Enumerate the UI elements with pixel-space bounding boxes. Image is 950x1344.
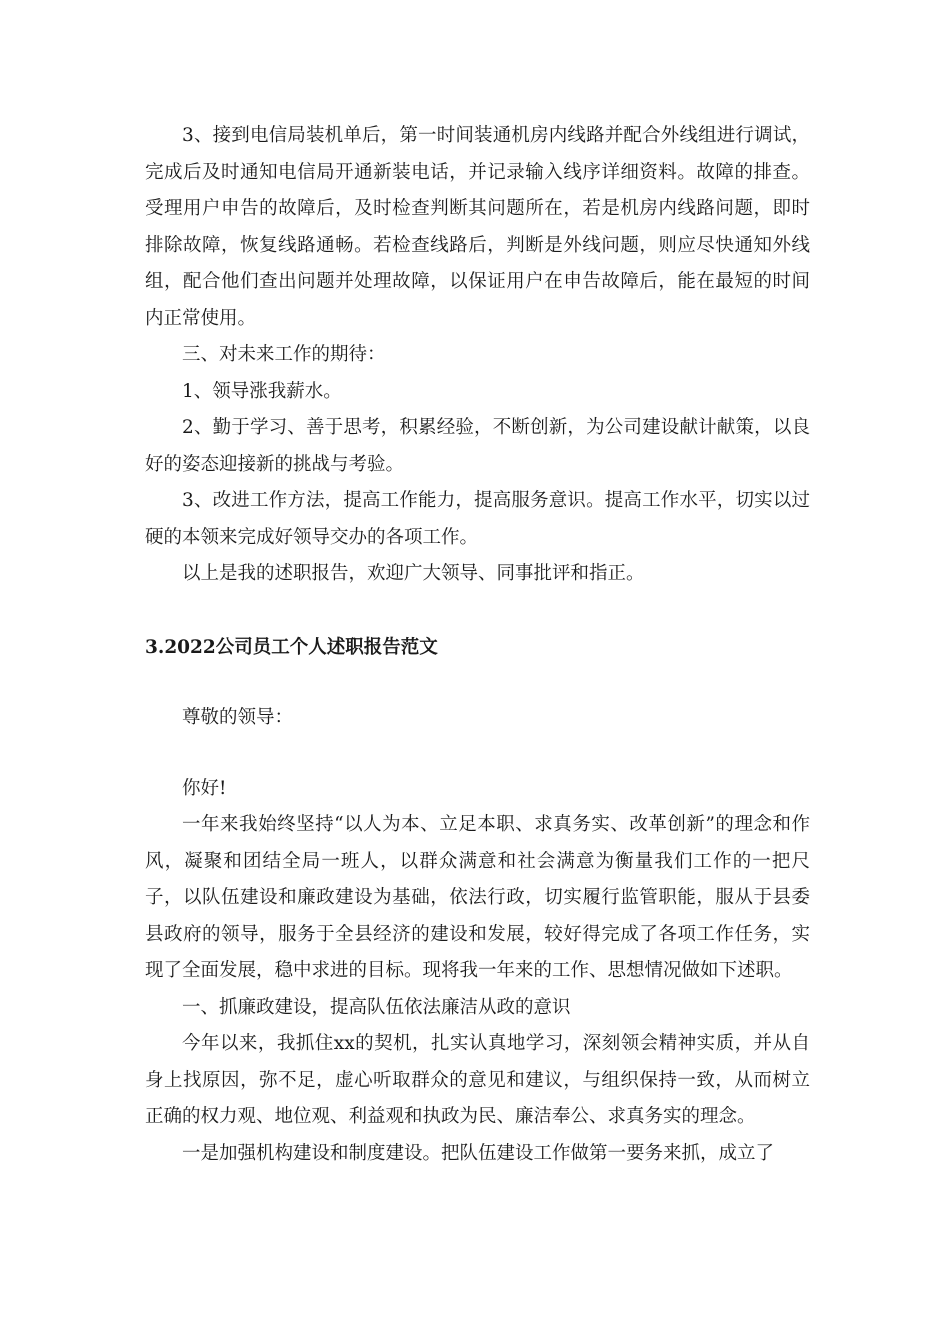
paragraph: 一年来我始终坚持“以人为本、立足本职、求真务实、改革创新”的理念和作风，凝聚和团结全局一班人，以群众满意和社会满意为衡量我们工作的一把尺子，以队伍建设和廉政建设为基础，依法行政，切实履行监管职能，服从于县委县政府的领导，服务于全县经济的建设和发展，较好得完成了各项工作任务，实现了全面发展，稳中求进的目标。现将我一年来的工作、思想情况做如下述职。 bbox=[145, 814, 810, 981]
paragraph: 一是加强机构建设和制度建设。把队伍建设工作做第一要务来抓，成立了 bbox=[182, 1142, 775, 1164]
paragraph: 3、改进工作方法，提高工作能力，提高服务意识。提高工作水平，切实以过硬的本领来完成好领导交办的各项工作。 bbox=[145, 490, 810, 548]
section-title: 3.2022公司员工个人述职报告范文 bbox=[145, 636, 438, 658]
paragraph: 3、接到电信局装机单后，第一时间装通机房内线路并配合外线组进行调试，完成后及时通知电信局开通新装电话，并记录输入线序详细资料。故障的排查。受理用户申告的故障后，及时检查判断其问题所在，若是机房内线路问题，即时排除故障，恢复线路通畅。若检查线路后，判断是外线问题，则应尽快通知外线组，配合他们查出问题并处理故障，以保证用户在申告故障后，能在最短的时间内正常使用。 bbox=[145, 125, 810, 329]
section-body bbox=[145, 807, 810, 1172]
paragraph: 三、对未来工作的期待： bbox=[182, 344, 386, 365]
paragraph: 2、勤于学习、善于思考，积累经验，不断创新，为公司建设献计献策，以良好的姿态迎接新的挑战与考验。 bbox=[145, 417, 810, 475]
paragraph: 以上是我的述职报告，欢迎广大领导、同事批评和指正。 bbox=[182, 563, 645, 584]
document-page bbox=[145, 118, 810, 1172]
paragraph: 今年以来，我抓住xx的契机，扎实认真地学习，深刻领会精神实质，并从自身上找原因，弥不足，虚心听取群众的意见和建议，与组织保持一致，从而树立正确的权力观、地位观、利益观和执政为民、廉洁奉公、求真务实的理念。 bbox=[145, 1033, 810, 1127]
previous-section bbox=[145, 118, 810, 593]
greeting: 你好! bbox=[182, 777, 227, 799]
paragraph: 一、抓廉政建设，提高队伍依法廉洁从政的意识 bbox=[182, 996, 571, 1018]
paragraph: 1、领导涨我薪水。 bbox=[182, 380, 342, 402]
salutation: 尊敬的领导： bbox=[182, 707, 294, 728]
